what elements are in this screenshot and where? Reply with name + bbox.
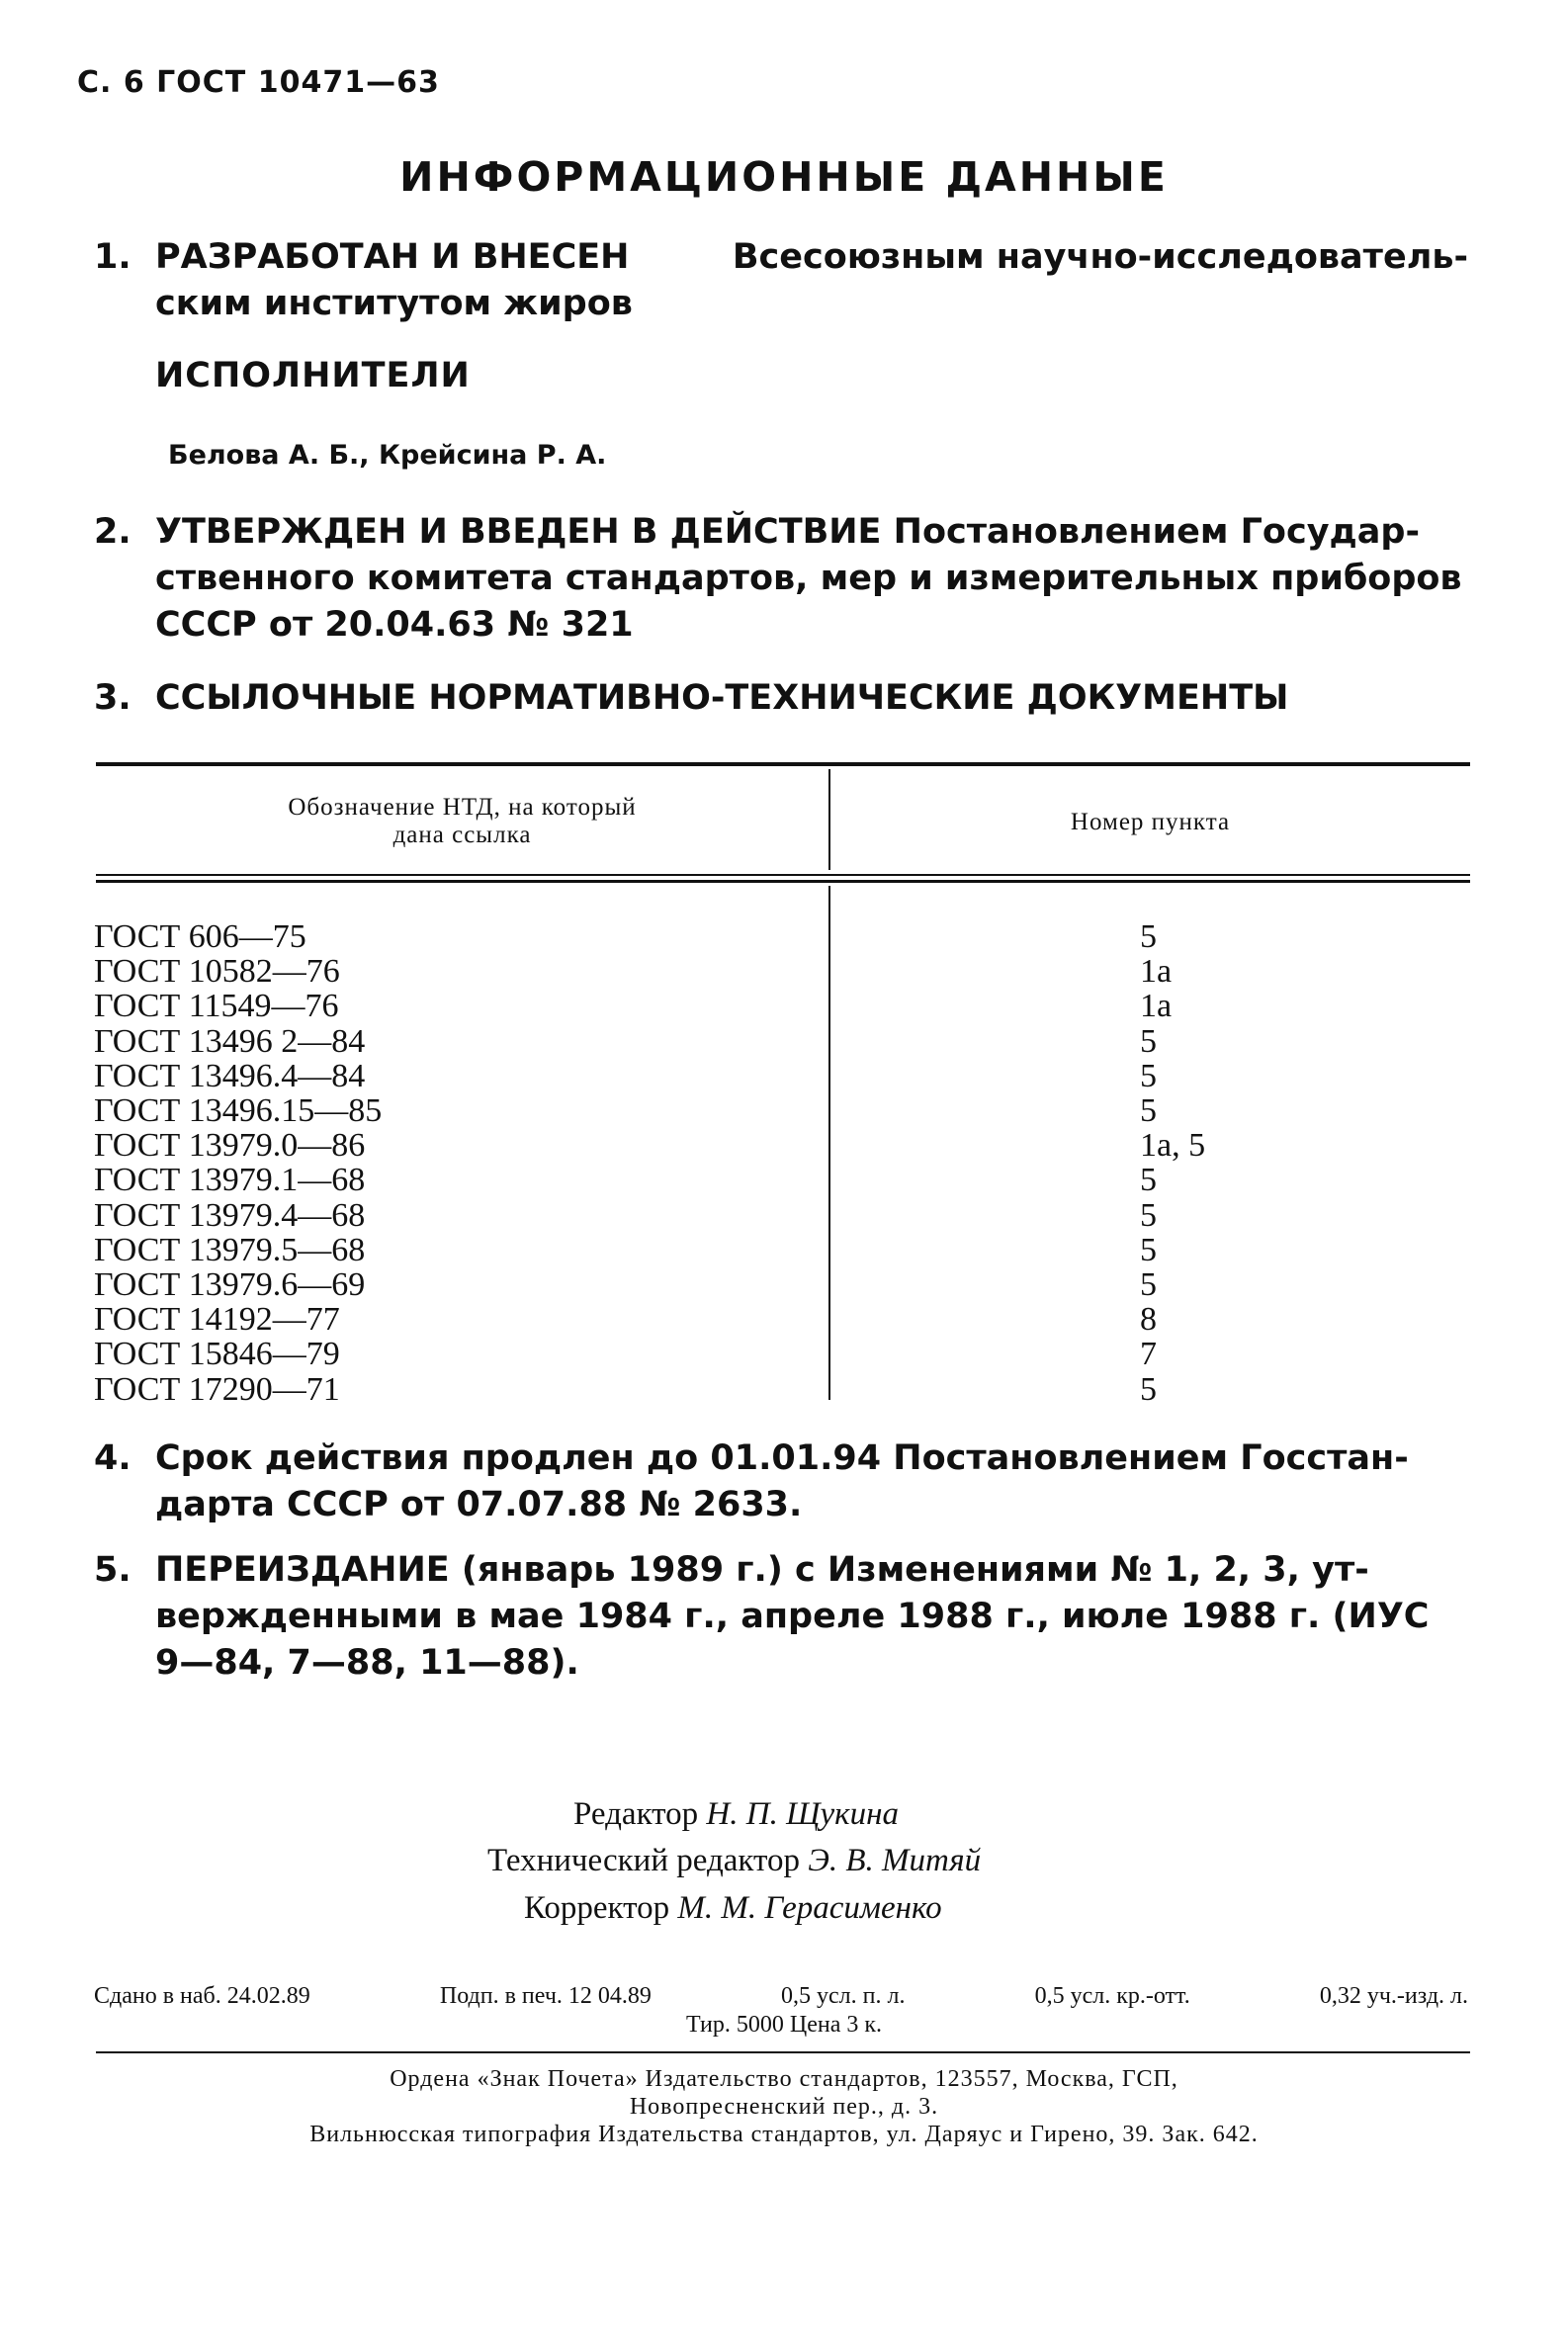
table-cell-document: ГОСТ 11549—76 [94, 988, 339, 1025]
table-cell-clause: 1а [1140, 953, 1173, 991]
table-cell-clause: 5 [1140, 918, 1157, 955]
table-cell-document: ГОСТ 13496.15—85 [94, 1092, 383, 1129]
table-cell-document: ГОСТ 15846—79 [94, 1336, 340, 1373]
table-row [94, 1267, 1468, 1302]
table-top-rule [96, 762, 1470, 766]
item-2-line-2: ственного комитета стандартов, мер и измерительных приборов [155, 559, 1462, 598]
table-header-rule-2 [96, 880, 1470, 883]
table-row [94, 954, 1468, 989]
table-header-col-1 [96, 794, 828, 849]
item-2-line-3: СССР от 20.04.63 № 321 [155, 605, 634, 645]
table-row [94, 1059, 1468, 1093]
credit-tech-editor [487, 1841, 981, 1880]
imprint-line-1 [94, 1983, 1468, 2010]
table-header-col-1-line-1: Обозначение НТД, на который [288, 794, 637, 821]
item-5 [94, 1547, 1468, 1687]
table-row [94, 1302, 1468, 1337]
table-row [94, 1198, 1468, 1233]
table-row [94, 1233, 1468, 1267]
performers-names: Белова А. Б., Крейсина Р. А. [168, 440, 607, 471]
table-cell-clause: 7 [1140, 1336, 1157, 1373]
item-3-title: ССЫЛОЧНЫЕ НОРМАТИВНО-ТЕХНИЧЕСКИЕ ДОКУМЕНТЫ [155, 678, 1289, 718]
table-cell-document: ГОСТ 13979.6—69 [94, 1266, 366, 1303]
credit-proofreader [524, 1888, 942, 1928]
item-3 [94, 675, 1468, 722]
item-4-line-2: дарта СССР от 07.07.88 № 2633. [155, 1485, 803, 1524]
imprint-publisher-sheets: 0,32 уч.-изд. л. [1319, 1983, 1468, 2009]
table-row [94, 1024, 1468, 1059]
table-header-col-1-line-2: дана ссылка [392, 822, 532, 848]
table-cell-document: ГОСТ 13979.5—68 [94, 1231, 366, 1268]
table-row [94, 1372, 1468, 1407]
credit-tech-editor-name: Э. В. Митяй [808, 1843, 982, 1878]
imprint-line-2: Тир. 5000 Цена 3 к. [685, 2012, 883, 2038]
item-1-label: РАЗРАБОТАН И ВНЕСЕН [155, 237, 630, 277]
item-2-number: 2. [94, 512, 131, 552]
credit-proofreader-role: Корректор [524, 1890, 670, 1926]
item-5-line-1: ПЕРЕИЗДАНИЕ (январь 1989 г.) с Изменениями № 1, 2, 3, ут- [155, 1550, 1369, 1590]
item-1 [94, 234, 1468, 327]
publisher-line-2: Новопресненский пер., д. 3. [629, 2094, 939, 2120]
page-header: С. 6 ГОСТ 10471—63 [77, 65, 440, 100]
table-row [94, 1337, 1468, 1371]
document-title: ИНФОРМАЦИОННЫЕ ДАННЫЕ [399, 153, 1169, 201]
credit-editor-name: Н. П. Щукина [706, 1796, 899, 1832]
credit-proofreader-name: М. М. Герасименко [677, 1890, 942, 1926]
item-5-line-3: 9—84, 7—88, 11—88). [155, 1643, 579, 1683]
performers-heading: ИСПОЛНИТЕЛИ [155, 356, 471, 395]
table-cell-document: ГОСТ 13979.4—68 [94, 1196, 366, 1234]
table-row [94, 1093, 1468, 1128]
table-row [94, 919, 1468, 954]
item-1-number: 1. [94, 237, 131, 277]
table-cell-document: ГОСТ 13979.1—68 [94, 1162, 366, 1199]
imprint-print-sheets: 0,5 усл. п. л. [781, 1983, 906, 2009]
item-1-text-b: ским институтом жиров [155, 284, 633, 323]
table-cell-document: ГОСТ 13979.0—86 [94, 1127, 366, 1165]
table-cell-document: ГОСТ 13496.4—84 [94, 1057, 366, 1094]
table-cell-document: ГОСТ 606—75 [94, 918, 306, 955]
credit-tech-editor-role: Технический редактор [487, 1843, 800, 1878]
table-header-rule-1 [96, 874, 1470, 876]
table-cell-clause: 5 [1140, 1057, 1157, 1094]
table-cell-clause: 5 [1140, 1266, 1157, 1303]
item-1-text-a: Всесоюзным научно-исследователь- [732, 237, 1468, 277]
item-4-line-1: Срок действия продлен до 01.01.94 Постановлением Госстан- [155, 1438, 1409, 1478]
imprint-color-sheets: 0,5 усл. кр.-отт. [1034, 1983, 1190, 2009]
table-cell-document: ГОСТ 14192—77 [94, 1301, 340, 1339]
item-5-number: 5. [94, 1550, 131, 1590]
item-4-number: 4. [94, 1438, 131, 1478]
item-4 [94, 1435, 1468, 1528]
publisher-line-3: Вильнюсская типография Издательства стандартов, ул. Даряус и Гирено, 39. Зак. 642. [309, 2122, 1259, 2147]
credit-editor [573, 1794, 899, 1834]
table-cell-clause: 5 [1140, 1022, 1157, 1060]
item-3-number: 3. [94, 678, 131, 718]
table-cell-clause: 8 [1140, 1301, 1157, 1339]
item-2-line-1: УТВЕРЖДЕН И ВВЕДЕН В ДЕЙСТВИЕ Постановлением Государ- [155, 512, 1421, 552]
item-5-line-2: вержденными в мае 1984 г., апреле 1988 г., июле 1988 г. (ИУС [155, 1597, 1430, 1636]
table-row [94, 1128, 1468, 1163]
table-cell-clause: 5 [1140, 1196, 1157, 1234]
table-cell-document: ГОСТ 10582—76 [94, 953, 340, 991]
table-row [94, 1163, 1468, 1197]
imprint-sent: Сдано в наб. 24.02.89 [94, 1983, 310, 2009]
table-cell-clause: 5 [1140, 1370, 1157, 1408]
imprint-rule [96, 2051, 1470, 2053]
table-cell-document: ГОСТ 17290—71 [94, 1370, 340, 1408]
table-cell-clause: 5 [1140, 1231, 1157, 1268]
table-header-col-2: Номер пункта [1070, 809, 1231, 835]
table-row [94, 989, 1468, 1023]
table-cell-clause: 1а [1140, 988, 1173, 1025]
item-2 [94, 509, 1468, 649]
imprint-signed: Подп. в печ. 12 04.89 [439, 1983, 652, 2009]
credit-editor-role: Редактор [573, 1796, 699, 1832]
table-cell-document: ГОСТ 13496 2—84 [94, 1022, 366, 1060]
table-cell-clause: 5 [1140, 1162, 1157, 1199]
table-cell-clause: 1а, 5 [1140, 1127, 1206, 1165]
table-cell-clause: 5 [1140, 1092, 1157, 1129]
publisher-line-1: Ордена «Знак Почета» Издательство стандартов, 123557, Москва, ГСП, [390, 2066, 1178, 2092]
